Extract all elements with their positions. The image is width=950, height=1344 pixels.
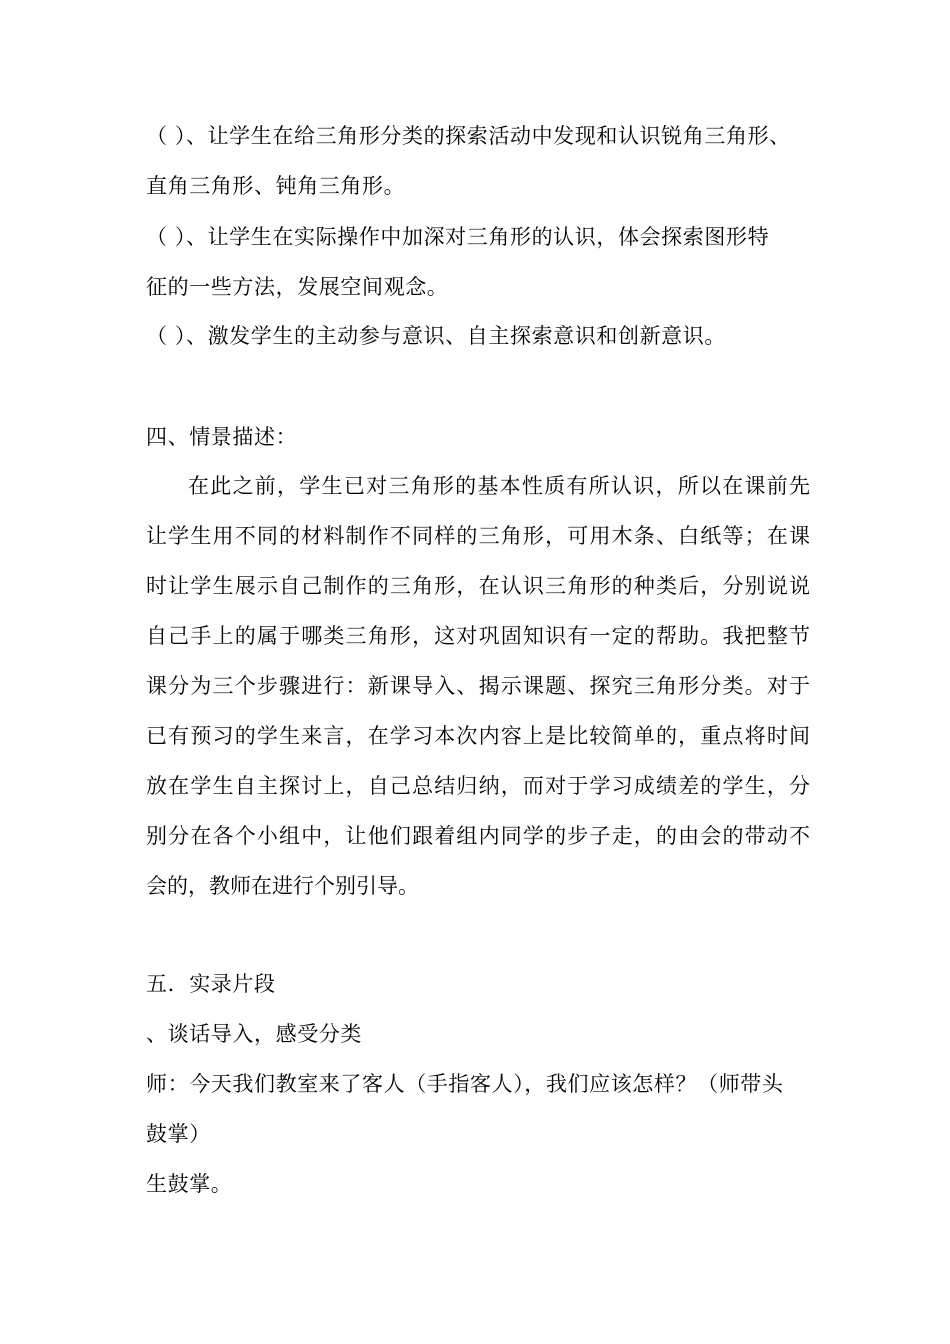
goal-item-2-line-2: 征的一些方法，发展空间观念。 xyxy=(146,275,449,299)
teacher-line-1: 师：今天我们教室来了客人（手指客人），我们应该怎样？（师带头 xyxy=(146,1072,784,1096)
section-4-heading: 四、情景描述： xyxy=(146,425,298,449)
section-4-paragraph-line: 会的，教师在进行个别引导。 xyxy=(146,874,419,898)
goal-item-3-line-1: （ ）、激发学生的主动参与意识、自主探索意识和创新意识。 xyxy=(146,324,726,348)
teacher-line-2: 鼓掌） xyxy=(146,1122,211,1146)
section-4-paragraph-line: 放在学生自主探讨上，自己总结归纳，而对于学习成绩差的学生，分 xyxy=(146,774,810,798)
section-4-paragraph-line: 已有预习的学生来言，在学习本次内容上是比较简单的，重点将时间 xyxy=(146,724,810,748)
section-5-heading: 五．实录片段 xyxy=(146,972,276,996)
section-4-paragraph-line: 课分为三个步骤进行：新课导入、揭示课题、探究三角形分类。对于 xyxy=(146,674,810,698)
section-4-paragraph-line: 让学生用不同的材料制作不同样的三角形，可用木条、白纸等；在课 xyxy=(146,524,810,548)
goal-item-1-line-2: 直角三角形、钝角三角形。 xyxy=(146,174,406,198)
goal-item-2-line-1: （ ）、让学生在实际操作中加深对三角形的认识，体会探索图形特 xyxy=(146,225,770,249)
goal-item-1-line-1: （ ）、让学生在给三角形分类的探索活动中发现和认识锐角三角形、 xyxy=(146,124,791,148)
section-4-paragraph-line: 自己手上的属于哪类三角形，这对巩固知识有一定的帮助。我把整节 xyxy=(146,624,810,648)
section-4-paragraph-line: 时让学生展示自己制作的三角形，在认识三角形的种类后，分别说说 xyxy=(146,574,810,598)
section-4-paragraph-line: 在此之前，学生已对三角形的基本性质有所认识，所以在课前先 xyxy=(188,474,810,498)
student-line: 生鼓掌。 xyxy=(146,1172,233,1196)
section-4-paragraph-line: 别分在各个小组中，让他们跟着组内同学的步子走，的由会的带动不 xyxy=(146,824,810,848)
section-5-subheading: 、谈话导入，感受分类 xyxy=(146,1022,362,1046)
